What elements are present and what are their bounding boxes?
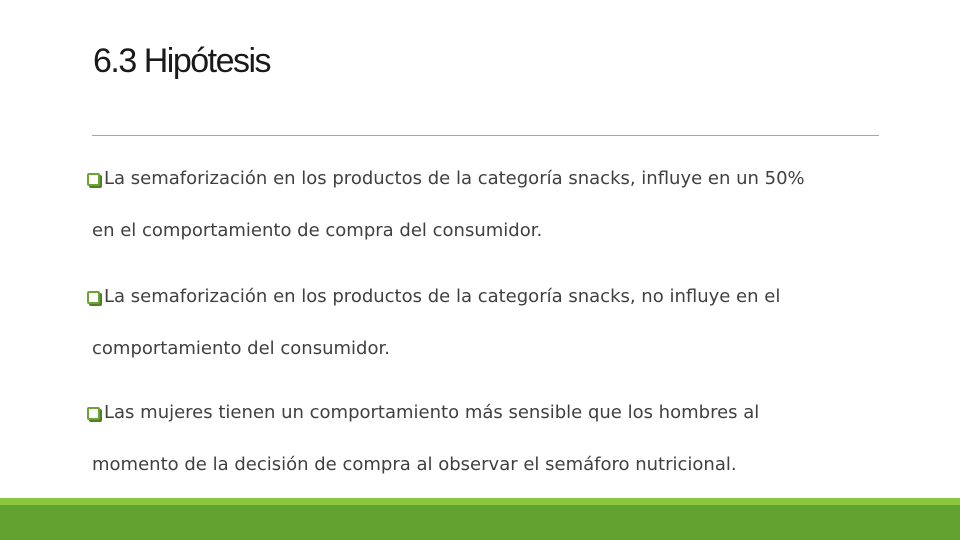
hypothesis-item-2 bbox=[87, 282, 887, 363]
hypothesis-2-line1: La semaforización en los productos de la categoría snacks, no influye en el bbox=[104, 285, 781, 307]
hypothesis-3-line2: momento de la decisión de compra al observar el semáforo nutricional. bbox=[92, 454, 737, 475]
hypothesis-1-first-line bbox=[87, 164, 887, 192]
footer-accent-stripe bbox=[0, 498, 960, 505]
hypothesis-1-line1: La semaforización en los productos de la categoría snacks, influye en un 50% bbox=[104, 167, 805, 189]
hypothesis-2-first-line bbox=[87, 282, 887, 310]
hypothesis-2-line2: comportamiento del consumidor. bbox=[92, 338, 390, 359]
hypothesis-3-line1: Las mujeres tienen un comportamiento más sensible que los hombres al bbox=[104, 401, 760, 423]
checkbox-square-icon bbox=[87, 173, 100, 186]
title-divider bbox=[92, 135, 879, 136]
hypothesis-3-first-line bbox=[87, 398, 887, 426]
hypothesis-item-3 bbox=[87, 398, 887, 479]
footer-bar bbox=[0, 505, 960, 540]
checkbox-square-icon bbox=[87, 291, 100, 304]
hypothesis-item-1 bbox=[87, 164, 887, 245]
slide-title: 6.3 Hipótesis bbox=[93, 42, 271, 80]
hypothesis-1-line2: en el comportamiento de compra del consumidor. bbox=[92, 220, 543, 241]
checkbox-square-icon bbox=[87, 407, 100, 420]
